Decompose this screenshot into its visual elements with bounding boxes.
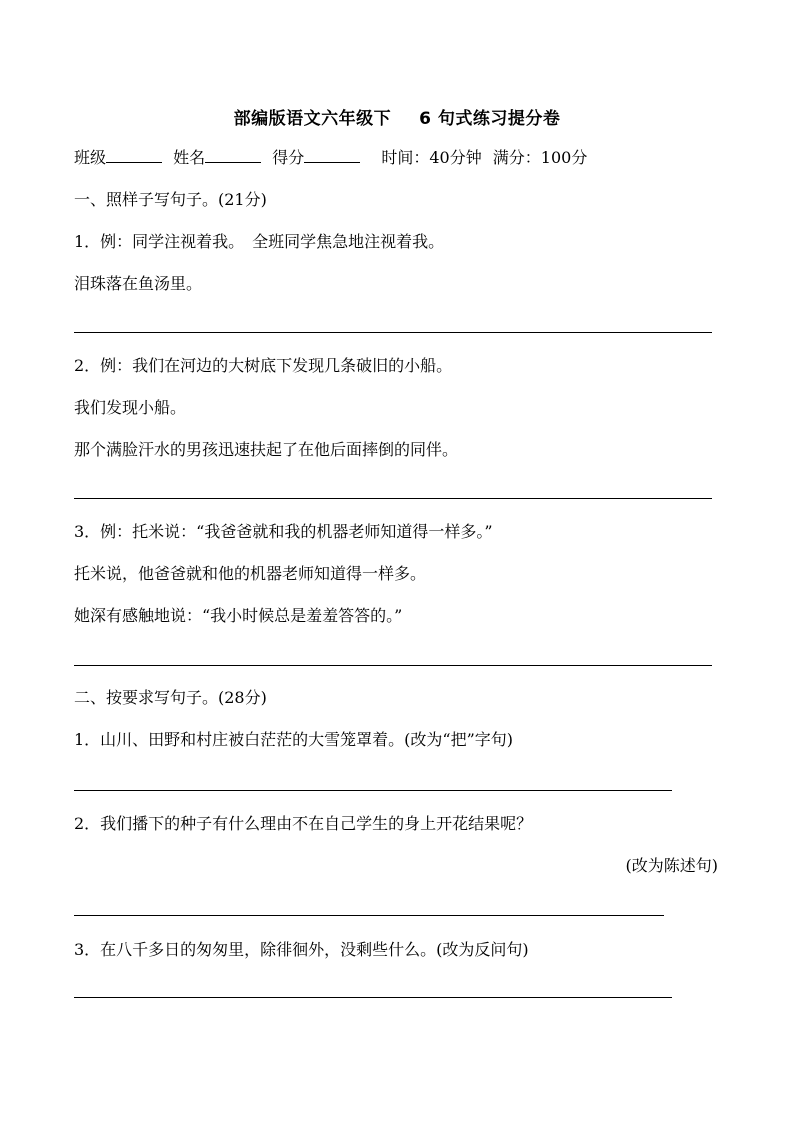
class-blank[interactable] [106, 146, 162, 163]
q3-example-result: 托米说，他爸爸就和他的机器老师知道得一样多。 [74, 564, 427, 583]
q2-prompt: 那个满脸汗水的男孩迅速扶起了在他后面摔倒的同伴。 [74, 440, 459, 459]
q1-prompt: 泪珠落在鱼汤里。 [74, 274, 203, 293]
score-blank[interactable] [304, 146, 360, 163]
section-1-heading: 一、照样子写句子。(21分) [74, 190, 267, 209]
q3-prompt: 她深有感触地说：“我小时候总是羞羞答答的。” [74, 606, 403, 625]
page-title [0, 104, 794, 129]
s2-q2-requirement: (改为陈述句) [625, 856, 718, 875]
s2-q2-answer-line[interactable] [74, 915, 664, 916]
title-lesson: 6 句式练习提分卷 [419, 109, 561, 129]
time-label: 时间：40分钟 [381, 148, 482, 167]
s2-q2-text: 2．我们播下的种子有什么理由不在自己学生的身上开花结果呢？ [74, 814, 533, 833]
s2-q1-answer-line[interactable] [74, 790, 672, 791]
score-label: 得分 [272, 148, 305, 167]
s2-q1-text: 1．山川、田野和村庄被白茫茫的大雪笼罩着。(改为“把”字句) [74, 730, 514, 749]
q1-example: 1．例：同学注视着我。 全班同学焦急地注视着我。 [74, 232, 445, 251]
student-info-row [74, 146, 587, 170]
full-marks-label: 满分：100分 [492, 148, 588, 167]
title-grade: 部编版语文六年级下 [233, 109, 392, 129]
q3-example: 3．例：托米说：“我爸爸就和我的机器老师知道得一样多。” [74, 522, 493, 541]
class-label: 班级 [74, 148, 107, 167]
q2-example: 2．例：我们在河边的大树底下发现几条破旧的小船。 [74, 356, 453, 375]
s2-q3-answer-line[interactable] [74, 997, 672, 998]
q3-answer-line[interactable] [74, 665, 712, 666]
name-blank[interactable] [205, 146, 261, 163]
q2-example-result: 我们发现小船。 [74, 398, 187, 417]
q2-answer-line[interactable] [74, 498, 712, 499]
section-2-heading: 二、按要求写句子。(28分) [74, 688, 267, 707]
q1-answer-line[interactable] [74, 332, 712, 333]
s2-q3-text: 3．在八千多日的匆匆里，除徘徊外，没剩些什么。(改为反问句) [74, 940, 529, 959]
name-label: 姓名 [173, 148, 206, 167]
